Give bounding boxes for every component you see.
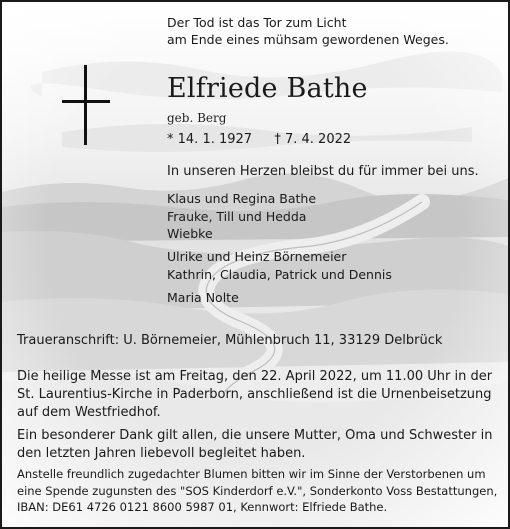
donation-line: Anstelle freundlich zugedachter Blumen bitten wir im Sinne der Verstorbenen um bbox=[17, 467, 486, 481]
donation-line: IBAN: DE61 4726 0121 8600 5987 01, Kennwort: Elfriede Bathe. bbox=[17, 500, 388, 514]
mourner-line: Maria Nolte bbox=[167, 290, 239, 305]
mourning-address: Traueranschrift: U. Börnemeier, Mühlenbruch 11, 33129 Delbrück bbox=[17, 333, 443, 348]
thanks-line: Ein besonderer Dank gilt allen, die unsere Mutter, Oma und Schwester in bbox=[17, 428, 493, 443]
mass-announcement bbox=[17, 368, 492, 422]
mourner-line: Klaus und Regina Bathe bbox=[167, 191, 317, 206]
donation-request bbox=[17, 466, 497, 516]
quote-line-2: am Ende eines mühsam gewordenen Weges. bbox=[167, 32, 449, 47]
mass-line: St. Laurentius-Kirche in Paderborn, anschließend ist die Urnenbeisetzung bbox=[17, 387, 492, 402]
deceased-name: Elfriede Bathe bbox=[167, 73, 368, 104]
thanks-note bbox=[17, 427, 492, 463]
mourner-line: Kathrin, Claudia, Patrick und Dennis bbox=[167, 266, 392, 282]
donation-line: eine Spende zugunsten des "SOS Kinderdorf e.V.", Sonderkonto Voss Bestattungen, bbox=[17, 483, 498, 498]
cross-icon bbox=[84, 65, 87, 145]
mourner-line: Ulrike und Heinz Börnemeier bbox=[167, 249, 347, 264]
maiden-name: geb. Berg bbox=[167, 111, 227, 125]
mourners-group-3 bbox=[167, 289, 239, 307]
quote-line-1: Der Tod ist das Tor zum Licht bbox=[167, 15, 347, 30]
cross-icon-bar bbox=[62, 100, 110, 103]
mourner-line: Frauke, Till und Hedda bbox=[167, 208, 307, 224]
mass-line: auf dem Westfriedhof. bbox=[17, 405, 161, 420]
mourners-group-2 bbox=[167, 248, 392, 283]
thanks-line: den letzten Jahren liebevoll begleitet haben. bbox=[17, 446, 306, 461]
farewell-message: In unseren Herzen bleibst du für immer bei uns. bbox=[167, 164, 479, 179]
mass-line: Die heilige Messe ist am Freitag, den 22. April 2022, um 11.00 Uhr in der bbox=[17, 369, 493, 384]
death-date: † 7. 4. 2022 bbox=[274, 132, 352, 147]
life-dates bbox=[167, 132, 351, 147]
mourners-group-1 bbox=[167, 190, 316, 243]
mourner-line: Wiebke bbox=[167, 226, 213, 241]
birth-date: * 14. 1. 1927 bbox=[167, 132, 253, 147]
